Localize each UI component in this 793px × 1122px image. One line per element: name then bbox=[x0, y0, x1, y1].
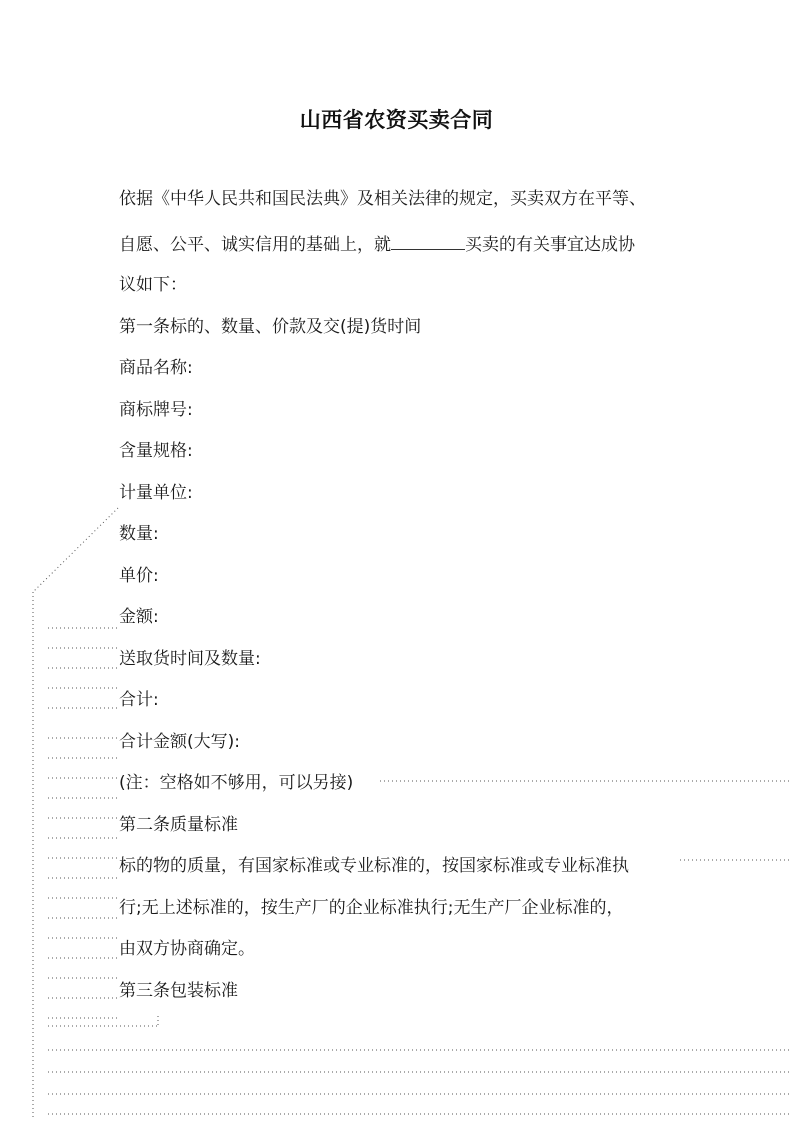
quantity-label: 数量: bbox=[119, 524, 159, 544]
article2-line-2: 行;无上述标准的，按生产厂的企业标准执行;无生产厂企业标准的， bbox=[119, 898, 624, 918]
article2-line-3: 由双方协商确定。 bbox=[119, 939, 255, 959]
unit-label: 计量单位: bbox=[119, 483, 193, 503]
article3-heading: 第三条包装标准 bbox=[119, 981, 238, 1001]
dotted-line bbox=[33, 508, 118, 592]
delivery-label: 送取货时间及数量: bbox=[119, 649, 261, 669]
intro-line-2-start: 自愿、公平、诚实信用的基础上，就 bbox=[119, 235, 391, 255]
spec-label: 含量规格: bbox=[119, 441, 193, 461]
intro-line-1: 依据《中华人民共和国民法典》及相关法律的规定，买卖双方在平等、 bbox=[119, 189, 646, 209]
total-words-label: 合计金额(大写): bbox=[119, 732, 240, 752]
note-text: (注：空格如不够用，可以另接) bbox=[119, 773, 354, 793]
intro-line-3: 议如下： bbox=[119, 275, 187, 295]
article2-line-1: 标的物的质量，有国家标准或专业标准的，按国家标准或专业标准执 bbox=[119, 856, 629, 876]
amount-label: 金额: bbox=[119, 607, 159, 627]
goods-blank-field bbox=[391, 232, 465, 250]
article1-heading: 第一条标的、数量、价款及交(提)货时间 bbox=[119, 317, 422, 337]
brand-label: 商标牌号: bbox=[119, 400, 193, 420]
product-name-label: 商品名称: bbox=[119, 358, 193, 378]
unit-price-label: 单价: bbox=[119, 566, 159, 586]
article2-heading: 第二条质量标准 bbox=[119, 815, 238, 835]
total-label: 合计: bbox=[119, 690, 159, 710]
intro-line-2 bbox=[119, 232, 635, 256]
intro-line-2-end: 买卖的有关事宜达成协 bbox=[465, 235, 635, 255]
contract-title: 山西省农资买卖合同 bbox=[299, 108, 494, 132]
